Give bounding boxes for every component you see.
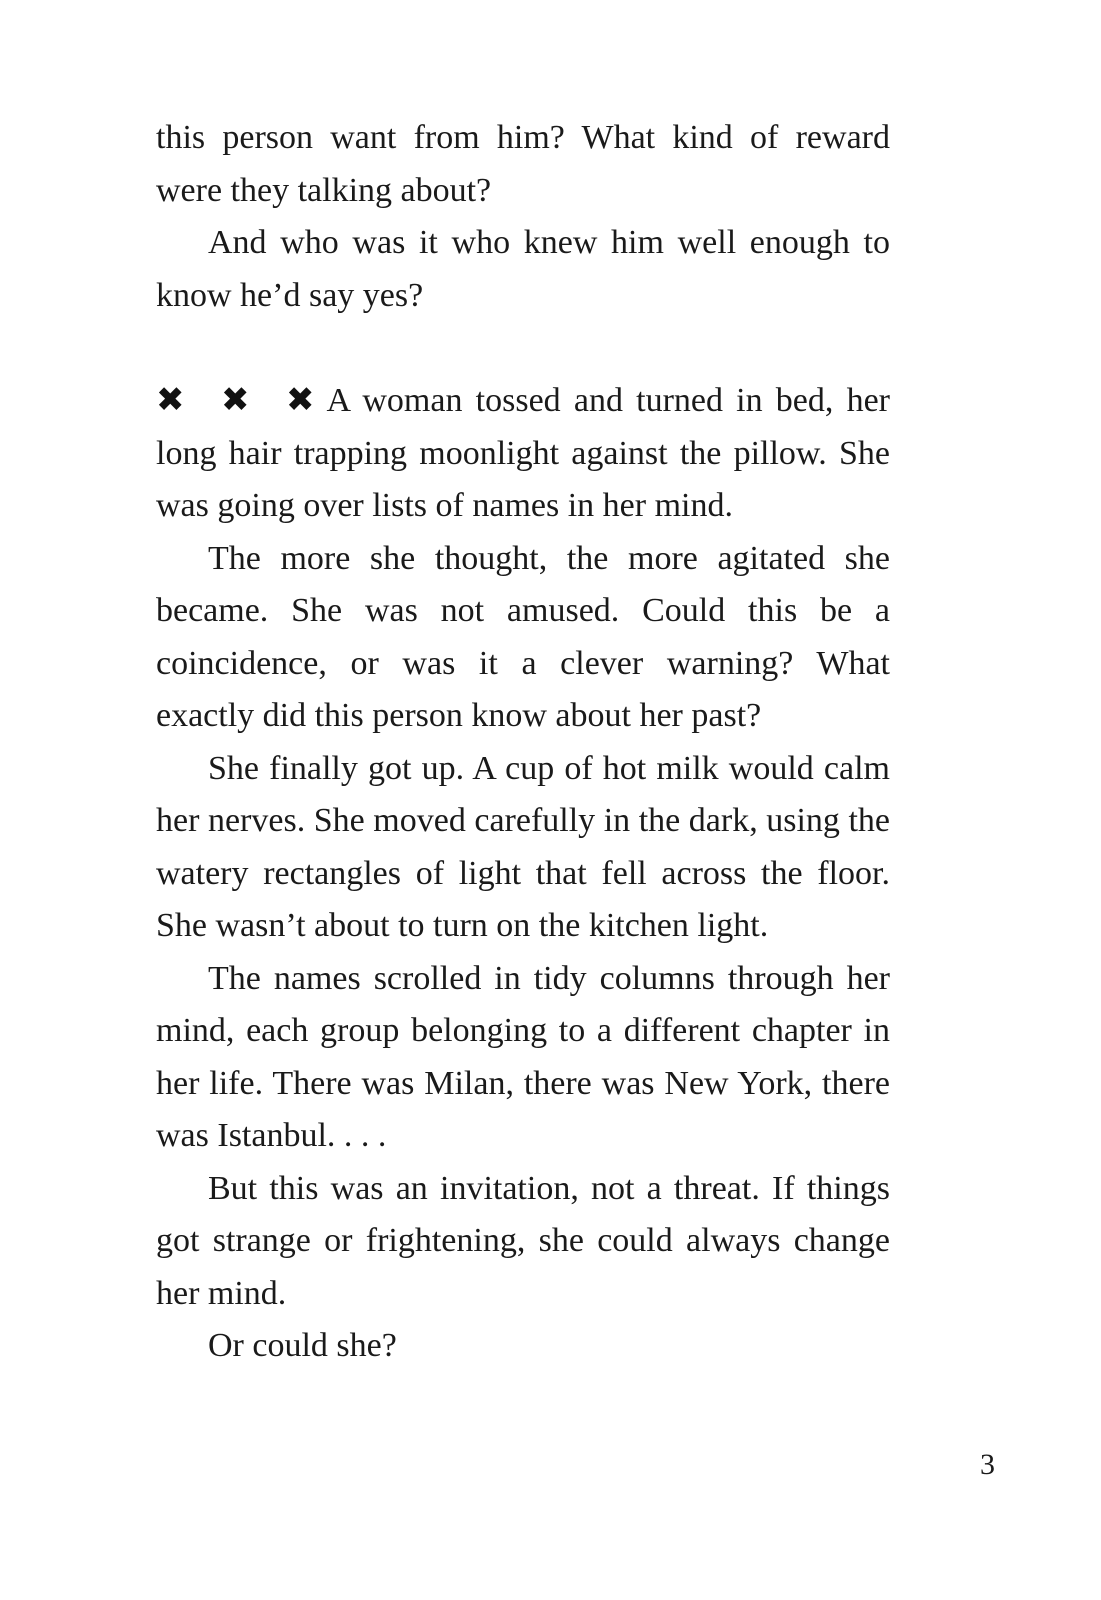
paragraph: Or could she? xyxy=(208,1327,397,1364)
paragraph: But this was an invitation, not a threat. If things got strange or frightening, she could always change her mind. xyxy=(156,1169,890,1312)
page-number: 3 xyxy=(980,1448,995,1481)
paragraph: The more she thought, the more agitated she became. She was not amused. Could this be a coincidence, or was it a clever warning? What exactly did this person know about her past? xyxy=(156,539,890,734)
paragraph-text: A woman tossed and turned in bed, her long hair trapping moonlight against the pillow. She was going over lists of names in her mind. xyxy=(156,382,890,524)
page-body xyxy=(156,112,890,1373)
paragraph: The names scrolled in tidy columns through her mind, each group belonging to a different chapter in her life. There was Milan, there was New York, there was Istanbul. . . . xyxy=(156,959,890,1154)
paragraph: She finally got up. A cup of hot milk would calm her nerves. She moved carefully in the dark, using the watery rectangles of light that fell across the floor. She wasn’t about to turn on the kitchen light. xyxy=(156,749,890,944)
paragraph-continuation: this person want from him? What kind of reward were they talking about? xyxy=(156,119,890,209)
scene-break-icon: ✖ ✖ ✖ xyxy=(156,380,325,420)
paragraph: And who was it who knew him well enough to know he’d say yes? xyxy=(156,224,890,314)
paragraph-scene-start xyxy=(156,374,890,533)
scene-gap xyxy=(156,322,890,374)
